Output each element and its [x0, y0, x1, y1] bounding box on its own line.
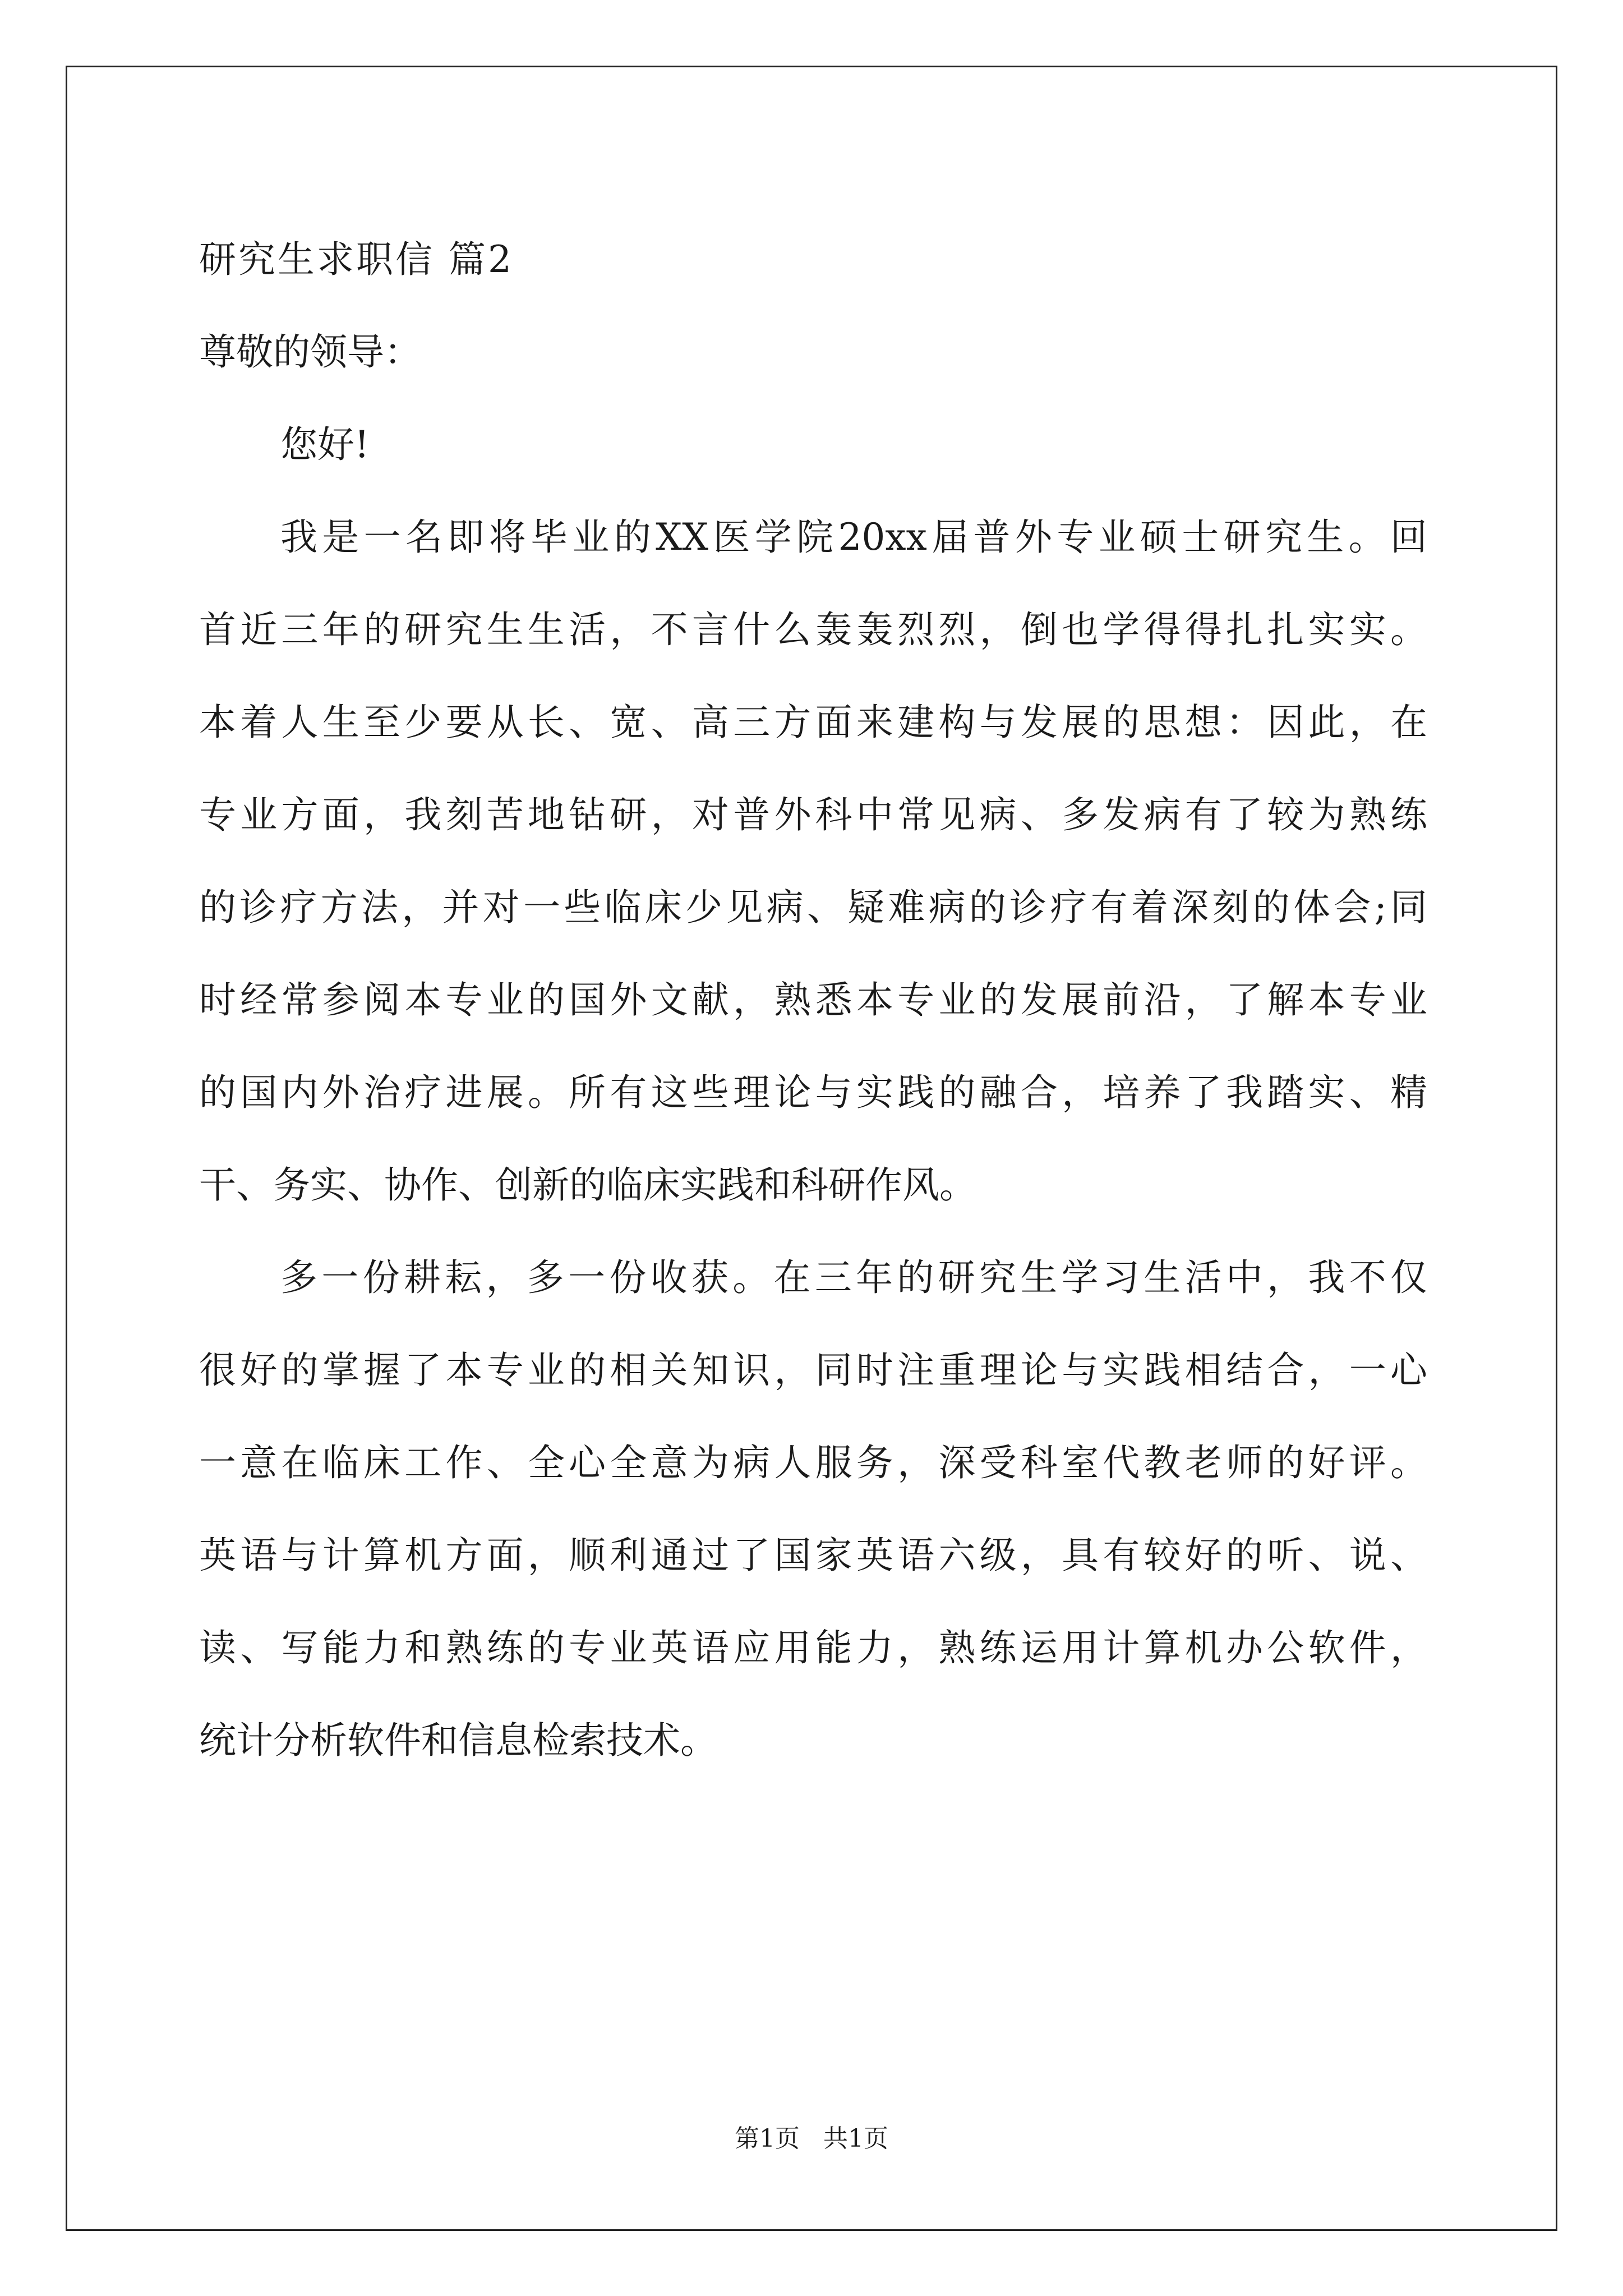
paragraph-line: 本着人生至少要从长、宽、高三方面来建构与发展的思想：因此，在	[199, 701, 1427, 744]
paragraph-line: 一意在临床工作、全心全意为病人服务，深受科室代教老师的好评。	[199, 1441, 1427, 1484]
paragraph-line: 首近三年的研究生生活，不言什么轰轰烈烈，倒也学得得扎扎实实。	[199, 608, 1427, 651]
paragraph-2	[199, 1231, 1427, 1787]
paragraph-line: 读、写能力和熟练的专业英语应用能力，熟练运用计算机办公软件，	[199, 1626, 1427, 1669]
page-number-footer: 第1页 共1页	[735, 2124, 888, 2153]
paragraph-line: 统计分析软件和信息检索技术。	[199, 1719, 717, 1762]
paragraph-line: 时经常参阅本专业的国外文献，熟悉本专业的发展前沿，了解本专业	[199, 978, 1427, 1022]
letter-body	[199, 213, 1427, 1787]
greeting: 您好!	[280, 423, 370, 466]
paragraph-line: 的诊疗方法，并对一些临床少见病、疑难病的诊疗有着深刻的体会;同	[199, 886, 1427, 929]
paragraph-line: 专业方面，我刻苦地钻研，对普外科中常见病、多发病有了较为熟练	[199, 793, 1427, 836]
paragraph-line: 很好的掌握了本专业的相关知识，同时注重理论与实践相结合，一心	[199, 1349, 1427, 1392]
document-heading: 研究生求职信 篇2	[199, 238, 514, 281]
paragraph-line: 英语与计算机方面，顺利通过了国家英语六级，具有较好的听、说、	[199, 1534, 1427, 1577]
paragraph-1	[199, 491, 1427, 1231]
salutation: 尊敬的领导：	[199, 330, 421, 374]
paragraph-line: 多一份耕耘，多一份收获。在三年的研究生学习生活中，我不仅	[280, 1256, 1427, 1299]
paragraph-line: 我是一名即将毕业的XX医学院20xx届普外专业硕士研究生。回	[280, 516, 1427, 559]
paragraph-line: 干、务实、协作、创新的临床实践和科研作风。	[199, 1163, 976, 1207]
paragraph-line: 的国内外治疗进展。所有这些理论与实践的融合，培养了我踏实、精	[199, 1071, 1427, 1114]
